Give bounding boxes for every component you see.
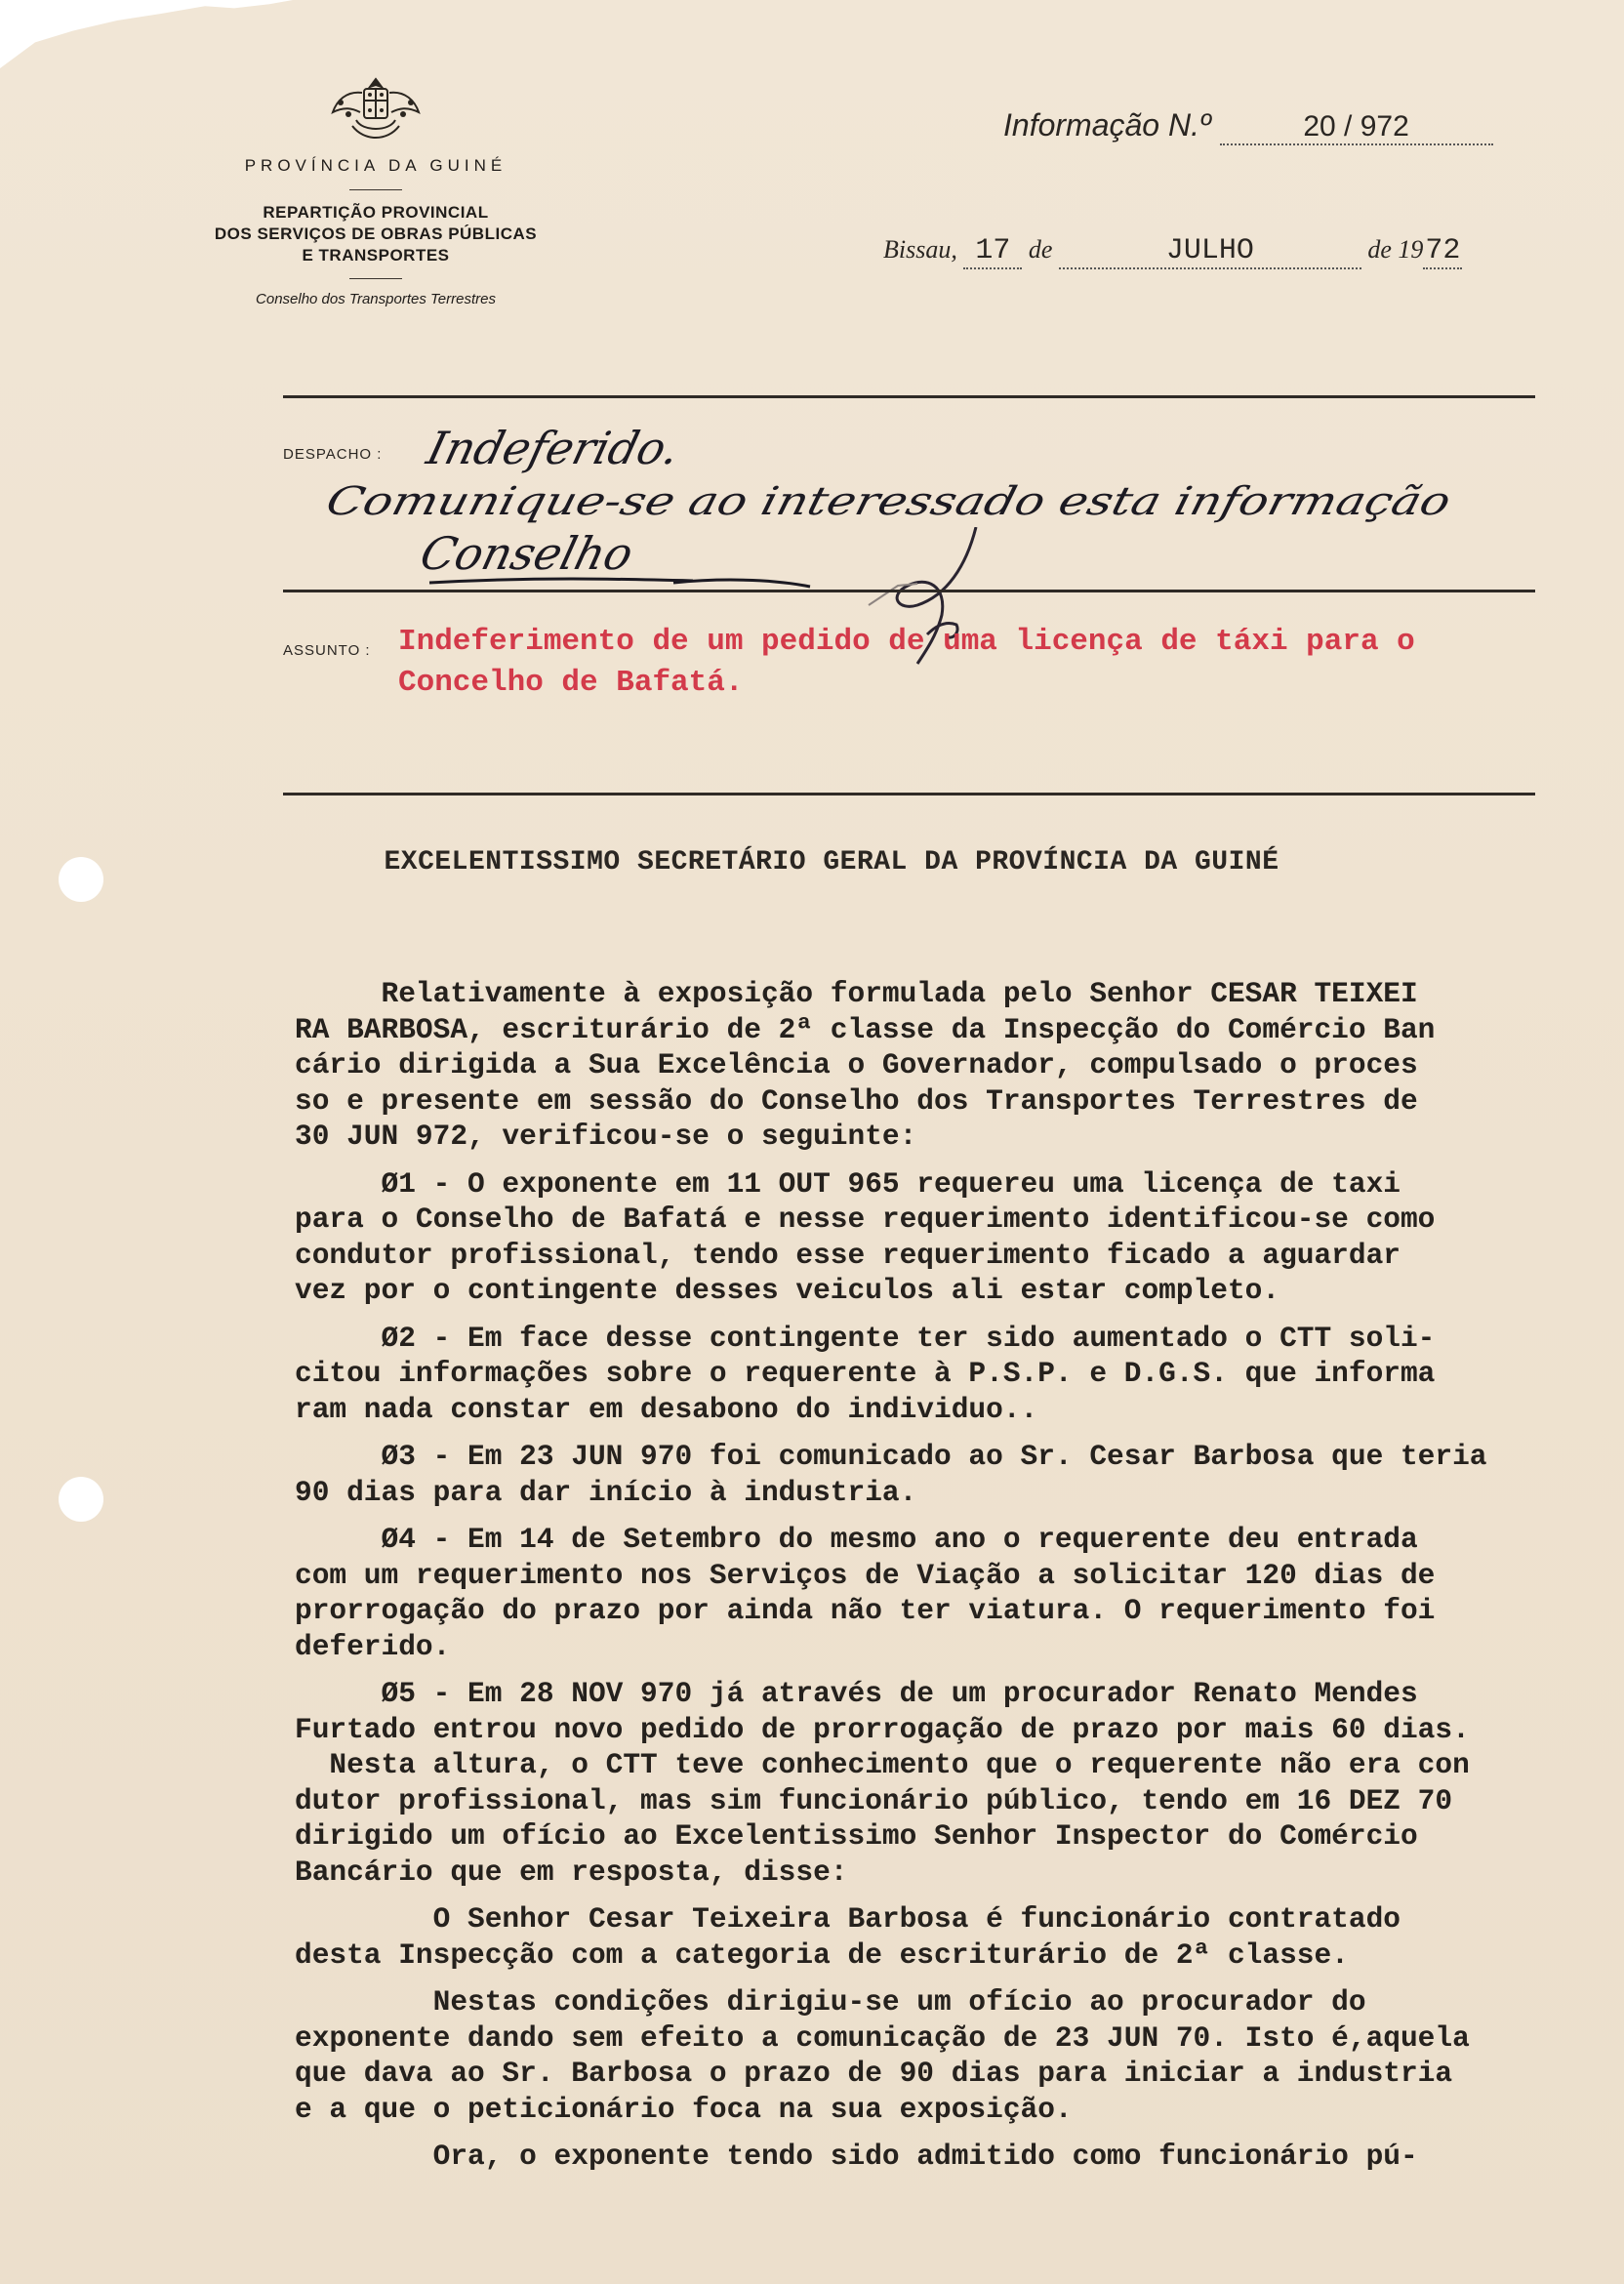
letter-body bbox=[295, 976, 1565, 2175]
date-day: 17 bbox=[963, 234, 1022, 269]
handwriting-line: Comunique-se ao interessado esta informação bbox=[322, 477, 1248, 524]
body-line: vez por o contingente desses veiculos ali estar completo. bbox=[295, 1274, 1280, 1307]
date-de: de bbox=[1028, 235, 1053, 264]
letterhead bbox=[161, 156, 590, 307]
body-line: condutor profissional, tendo esse requerimento ficado a aguardar bbox=[295, 1238, 1401, 1272]
body-line: exponente dando sem efeito a comunicação de 23 JUN 70. Isto é,aquela bbox=[295, 2020, 1470, 2055]
body-line: Ø3 - Em 23 JUN 970 foi comunicado ao Sr. Cesar Barbosa que teria bbox=[295, 1440, 1487, 1473]
body-line: Furtado entrou novo pedido de prorrogação de prazo por mais 60 dias. bbox=[295, 1712, 1470, 1746]
body-line: Ø5 - Em 28 NOV 970 já através de um procurador Renato Mendes bbox=[295, 1677, 1418, 1710]
department-line: E TRANSPORTES bbox=[302, 246, 450, 265]
body-line: Relativamente à exposição formulada pelo Senhor CESAR TEIXEI bbox=[295, 977, 1418, 1010]
body-line: RA BARBOSA, escriturário de 2ª classe da Inspecção do Comércio Ban bbox=[295, 1012, 1436, 1046]
council-name: Conselho dos Transportes Terrestres bbox=[256, 291, 496, 307]
department-line: REPARTIÇÃO PROVINCIAL bbox=[263, 203, 489, 222]
assunto-line: Indeferimento de um pedido de uma licença de táxi para o bbox=[398, 625, 1415, 659]
info-label: Informação N.º bbox=[1003, 107, 1211, 143]
date-year: 72 bbox=[1425, 234, 1461, 267]
body-line: O Senhor Cesar Teixeira Barbosa é funcionário contratado bbox=[295, 1902, 1401, 1936]
body-line: para o Conselho de Bafatá e nesse requerimento identificou-se como bbox=[295, 1203, 1436, 1236]
torn-corner bbox=[0, 0, 293, 68]
info-number-value: 20 / 972 bbox=[1220, 110, 1493, 145]
body-line: dirigido um ofício ao Excelentissimo Senhor Inspector do Comércio bbox=[295, 1819, 1418, 1853]
body-line: Ora, o exponente tendo sido admitido como funcionário pú- bbox=[295, 2140, 1418, 2173]
body-line: prorrogação do prazo por ainda não ter viatura. O requerimento foi bbox=[295, 1594, 1436, 1627]
paragraph-gap bbox=[295, 1510, 1565, 1522]
body-line: Ø4 - Em 14 de Setembro do mesmo ano o requerente deu entrada bbox=[295, 1523, 1418, 1556]
paragraph-gap bbox=[295, 1427, 1565, 1439]
body-line: so e presente em sessão do Conselho dos Transportes Terrestres de bbox=[295, 1083, 1418, 1118]
body-line: 90 dias para dar início à industria. bbox=[295, 1475, 917, 1509]
body-line: deferido. bbox=[295, 1629, 451, 1663]
body-line: 30 JUN 972, verificou-se o seguinte: bbox=[295, 1120, 917, 1153]
paragraph-gap bbox=[295, 1890, 1565, 1901]
date-line bbox=[883, 234, 1537, 269]
body-line: Nesta altura, o CTT teve conhecimento que o requerente não era con bbox=[295, 1748, 1470, 1781]
despacho-label: DESPACHO : bbox=[283, 446, 383, 463]
paragraph-gap bbox=[295, 1155, 1565, 1166]
body-line: Nestas condições dirigiu-se um ofício ao procurador do bbox=[295, 1985, 1366, 2019]
date-de-year: de 19 bbox=[1367, 235, 1424, 264]
information-number bbox=[1003, 107, 1535, 145]
body-line: desta Inspecção com a categoria de escriturário de 2ª classe. bbox=[295, 1937, 1349, 1972]
body-line: cário dirigida a Sua Excelência o Governador, compulsado o proces bbox=[295, 1048, 1418, 1081]
department-line: DOS SERVIÇOS DE OBRAS PÚBLICAS bbox=[214, 224, 538, 243]
date-month: JULHO bbox=[1059, 234, 1361, 269]
body-line: e a que o peticionário foca na sua exposição. bbox=[295, 2092, 1073, 2126]
body-line: Ø1 - O exponente em 11 OUT 965 requereu uma licença de taxi bbox=[295, 1166, 1401, 1201]
province-name: PROVÍNCIA DA GUINÉ bbox=[244, 156, 508, 175]
handwriting-line: Conselho bbox=[415, 528, 638, 581]
punch-hole bbox=[59, 1477, 103, 1522]
body-line: dutor profissional, mas sim funcionário público, tendo em 16 DEZ 70 bbox=[295, 1783, 1453, 1817]
addressee-title bbox=[0, 847, 1624, 877]
handwriting-line: Indeferido. bbox=[422, 423, 685, 475]
assunto-line: Concelho de Bafatá. bbox=[398, 666, 744, 700]
paragraph-gap bbox=[295, 1973, 1565, 1984]
paragraph-gap bbox=[295, 1664, 1565, 1676]
body-line: que dava ao Sr. Barbosa o prazo de 90 dias para iniciar a industria bbox=[295, 2057, 1453, 2090]
paragraph-gap bbox=[295, 1309, 1565, 1321]
body-line: Bancário que em resposta, disse: bbox=[295, 1855, 848, 1889]
divider bbox=[283, 395, 1535, 398]
body-line: com um requerimento nos Serviços de Viação a solicitar 120 dias de bbox=[295, 1558, 1436, 1592]
assunto-label: ASSUNTO : bbox=[283, 642, 371, 659]
divider bbox=[349, 278, 402, 279]
body-line: ram nada constar em desabono do individuo.. bbox=[295, 1392, 1038, 1426]
body-line: Ø2 - Em face desse contingente ter sido aumentado o CTT soli- bbox=[295, 1321, 1436, 1355]
divider bbox=[283, 590, 1535, 592]
body-line: citou informações sobre o requerente à P.S.P. e D.G.S. que informa bbox=[295, 1357, 1436, 1390]
assunto-text bbox=[398, 622, 1540, 704]
addressee-text: EXCELENTISSIMO SECRETÁRIO GERAL DA PROVÍNCIA DA GUINÉ bbox=[384, 847, 1279, 877]
divider bbox=[283, 793, 1535, 795]
coat-of-arms-icon bbox=[327, 73, 425, 151]
paragraph-gap bbox=[295, 2127, 1565, 2139]
divider bbox=[349, 189, 402, 190]
city: Bissau, bbox=[883, 235, 957, 264]
